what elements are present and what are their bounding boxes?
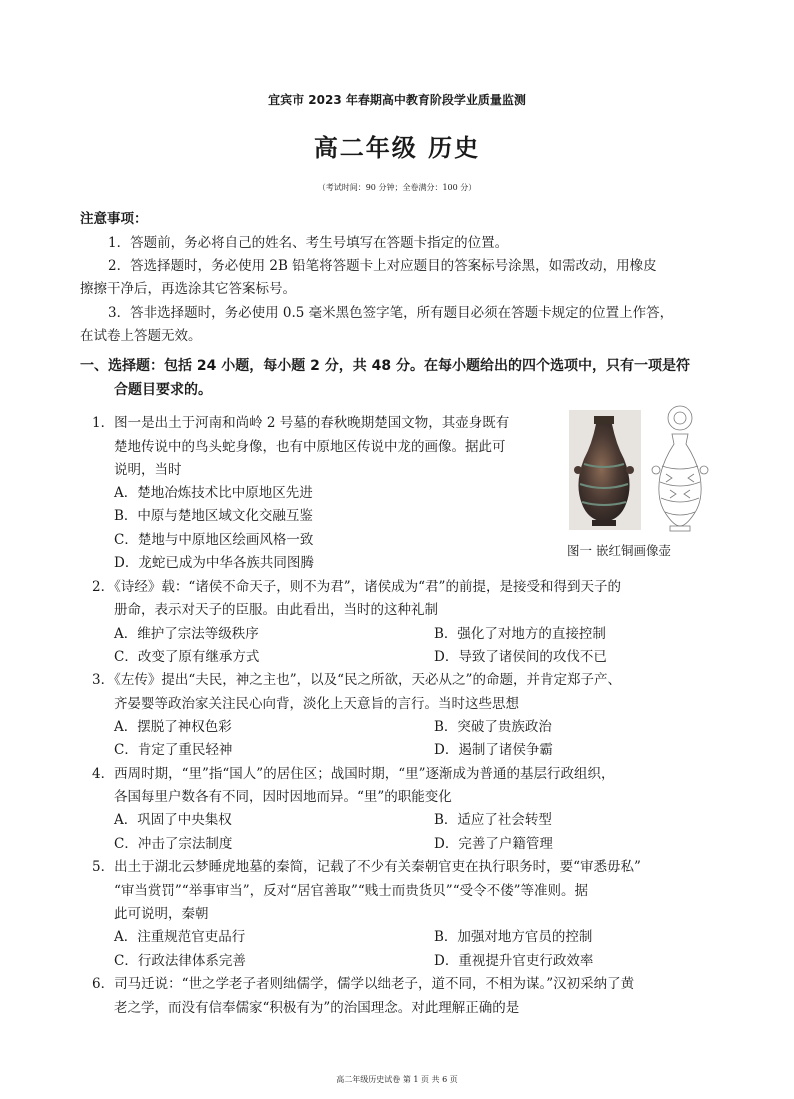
q3-option-a: A．摆脱了神权色彩 [114, 719, 232, 735]
q3-stem-line-2: 齐晏婴等政治家关注民心向背，淡化上天意旨的言行。当时这些思想 [114, 696, 519, 712]
q2-option-c: C．改变了原有继承方式 [114, 649, 260, 665]
q4-option-c: C．冲击了宗法制度 [114, 836, 233, 852]
q3-option-c: C．肯定了重民轻神 [114, 742, 233, 758]
page-footer: 高二年级历史试卷 第 1 页 共 6 页 [336, 1075, 458, 1084]
q2-stem-line-1: 2．《诗经》载：“诸侯不命天子，则不为君”，诸侯成为“君”的前提，是接受和得到天子的 [92, 579, 621, 595]
q3-stem-line-1: 3．《左传》提出“夫民，神之主也”，以及“民之所欲，天必从之”的命题，并肯定郑子产、 [92, 672, 621, 688]
vessel-line-drawing [652, 406, 708, 531]
q4-stem-line-2: 各国每里户数各有不同，因时因地而异。“里”的职能变化 [114, 789, 452, 805]
q4-option-b: B．适应了社会转型 [434, 812, 552, 828]
q2-option-a: A．维护了宗法等级秩序 [114, 626, 259, 642]
q4-stem-line-1: 4．西周时期，“里”指“国人”的居住区；战国时期，“里”逐渐成为普通的基层行政组织， [92, 766, 615, 782]
q5-option-c: C．行政法律体系完善 [114, 953, 246, 969]
figure-caption: 图一 嵌红铜画像壶 [567, 543, 671, 558]
q6-stem-line-1: 6．司马迁说：“世之学老子者则绌儒学，儒学以绌老子，道不同，不相为谋。”汉初采纳了黄 [92, 976, 635, 992]
q5-option-b: B．加强对地方官员的控制 [434, 929, 593, 945]
exam-title: 宜宾市 2023 年春期高中教育阶段学业质量监测 [268, 93, 526, 107]
bronze-vessel-figure [566, 404, 714, 534]
notice-item-2-line-2: 擦擦干净后，再选涂其它答案标号。 [80, 281, 296, 297]
section-1-heading: 一、选择题：包括 24 小题，每小题 2 分，共 48 分。在每小题给出的四个选项中，只有一项是符 [80, 358, 690, 374]
q2-option-b: B．强化了对地方的直接控制 [434, 626, 606, 642]
q2-option-d: D．导致了诸侯间的攻伐不已 [434, 649, 607, 665]
q1-stem-line-3: 说明，当时 [114, 462, 182, 478]
subject-title: 高二年级 历史 [313, 134, 481, 162]
q3-option-d: D．遏制了诸侯争霸 [434, 742, 553, 758]
notice-item-1: 1．答题前，务必将自己的姓名、考生号填写在答题卡指定的位置。 [108, 235, 509, 251]
q5-stem-line-2: “审当赏罚”“举事审当”，反对“居官善取”“贱士而贵货贝”“受令不偻”等准则。据 [114, 883, 589, 899]
q5-option-d: D．重视提升官吏行政效率 [434, 953, 594, 969]
q2-stem-line-2: 册命，表示对天子的臣服。由此看出，当时的这种礼制 [114, 602, 438, 618]
q1-option-d: D．龙蛇已成为中华各族共同图腾 [114, 555, 314, 571]
notice-item-2-line-1: 2．答选择题时，务必使用 2B 铅笔将答题卡上对应题目的答案标号涂黑，如需改动，用橡皮 [108, 258, 657, 274]
q6-stem-line-2: 老之学，而没有信奉儒家“积极有为”的治国理念。对此理解正确的是 [114, 1000, 520, 1016]
q5-stem-line-3: 此可说明，秦朝 [114, 906, 209, 922]
notice-item-3-line-1: 3．答非选择题时，务必使用 0.5 毫米黑色签字笔，所有题目必须在答题卡规定的位置上作答， [108, 305, 674, 321]
q1-option-a: A．楚地冶炼技术比中原地区先进 [114, 485, 313, 501]
q3-option-b: B．突破了贵族政治 [434, 719, 552, 735]
exam-info: （考试时间：90 分钟；全卷满分：100 分） [317, 183, 477, 192]
notice-item-3-line-2: 在试卷上答题无效。 [80, 328, 202, 344]
q5-stem-line-1: 5．出土于湖北云梦睡虎地墓的秦简，记载了不少有关秦朝官吏在执行职务时，要“审悉毋私” [92, 859, 641, 875]
q1-option-c: C．楚地与中原地区绘画风格一致 [114, 532, 314, 548]
notice-heading: 注意事项： [80, 211, 148, 227]
q5-option-a: A．注重规范官吏品行 [114, 929, 246, 945]
q1-stem-line-1: 1．图一是出土于河南和尚岭 2 号墓的春秋晚期楚国文物，其壶身既有 [92, 415, 510, 431]
q1-option-b: B．中原与楚地区域文化交融互鉴 [114, 508, 313, 524]
q4-option-d: D．完善了户籍管理 [434, 836, 553, 852]
q4-option-a: A．巩固了中央集权 [114, 812, 232, 828]
section-1-heading-cont: 合题目要求的。 [114, 382, 212, 398]
q1-stem-line-2: 楚地传说中的鸟头蛇身像，也有中原地区传说中龙的画像。据此可 [114, 439, 506, 455]
